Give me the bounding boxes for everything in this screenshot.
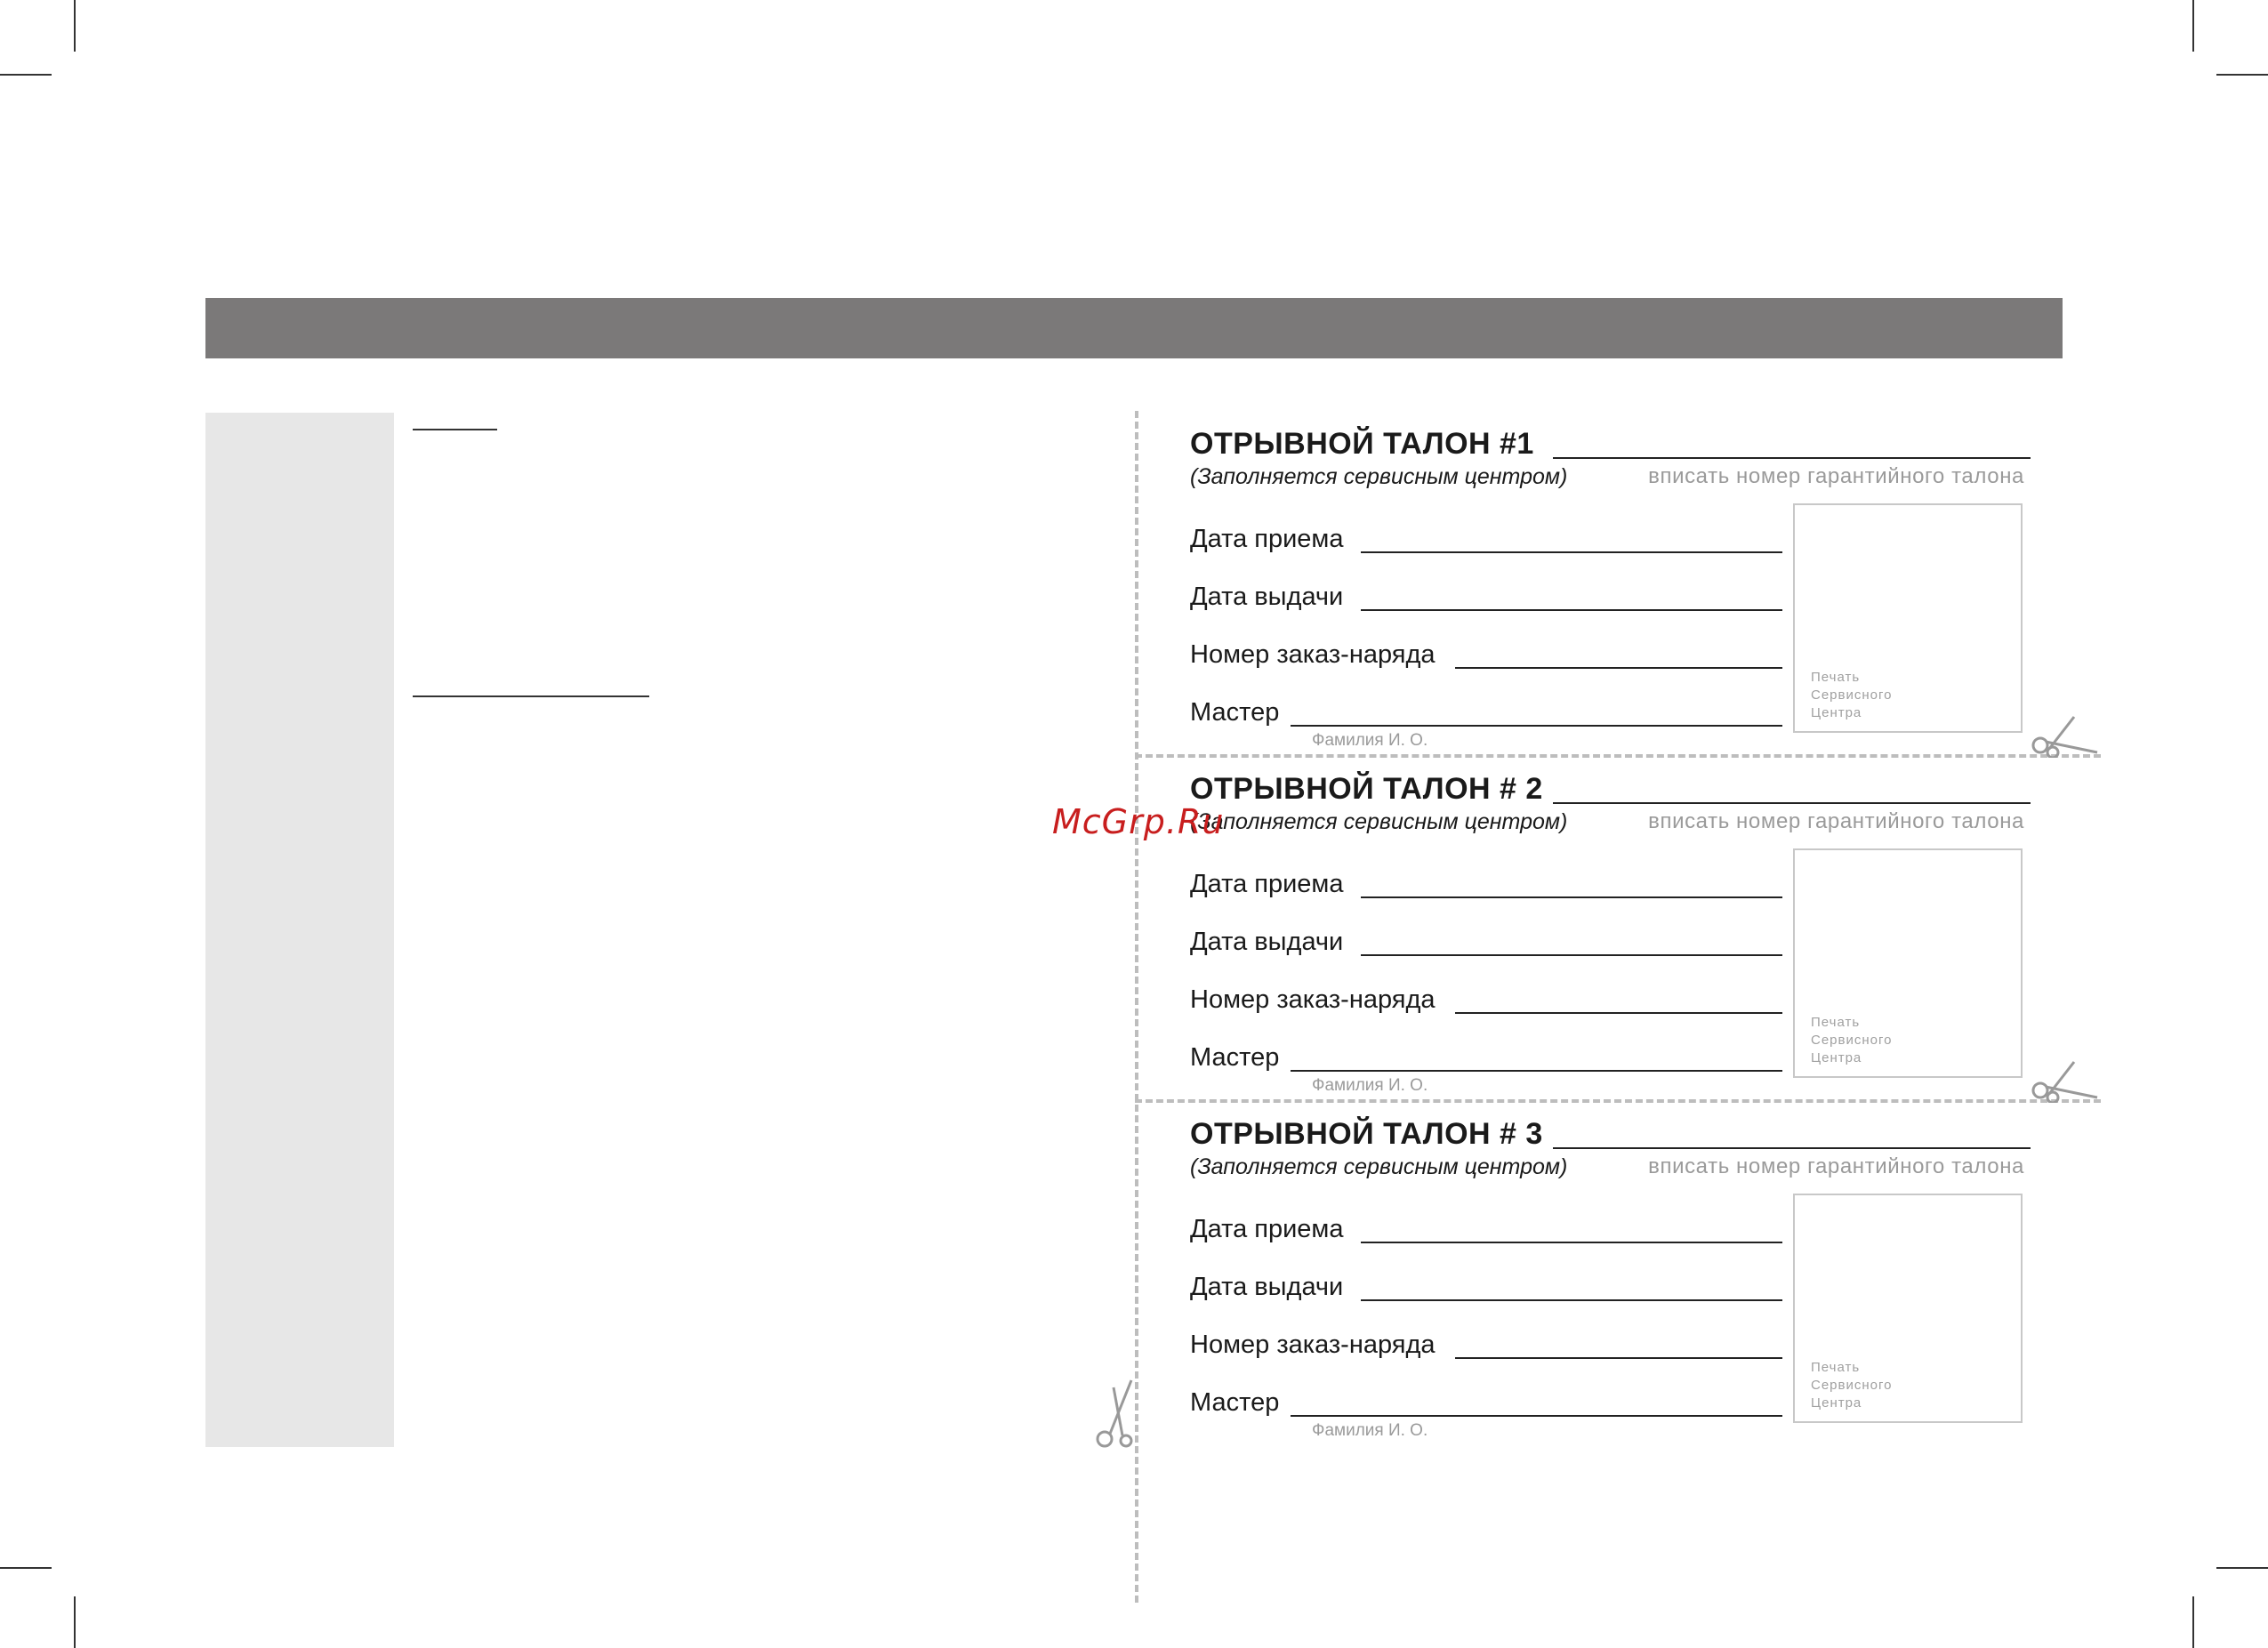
issue-date-line	[1361, 1299, 1782, 1301]
master-line	[1291, 1415, 1782, 1417]
issue-date-line	[1361, 954, 1782, 956]
issue-date-label: Дата выдачи	[1190, 1273, 1344, 1301]
order-number-label: Номер заказ-наряда	[1190, 640, 1436, 669]
stamp-line: Центра	[1811, 1050, 1862, 1065]
crop-mark	[74, 0, 76, 52]
accept-date-label: Дата приема	[1190, 870, 1344, 898]
accept-date-label: Дата приема	[1190, 1215, 1344, 1243]
coupon-2	[1190, 760, 2079, 1102]
order-number-line	[1455, 667, 1782, 669]
warranty-number-line	[1553, 802, 2031, 804]
crop-mark	[2192, 0, 2194, 52]
coupon-title: ОТРЫВНОЙ ТАЛОН # 3	[1190, 1117, 1543, 1151]
crop-mark	[2216, 1567, 2268, 1569]
master-line	[1291, 725, 1782, 727]
issue-date-label: Дата выдачи	[1190, 928, 1344, 956]
master-name-hint: Фамилия И. О.	[1312, 1421, 1428, 1440]
accept-date-line	[1361, 896, 1782, 898]
order-number-line	[1455, 1357, 1782, 1359]
crop-mark	[0, 1567, 52, 1569]
warranty-number-hint: вписать номер гарантийного талона	[1648, 809, 2024, 833]
warranty-number-line	[1553, 457, 2031, 459]
stamp-line: Печать	[1811, 1015, 1861, 1030]
stamp-line: Центра	[1811, 705, 1862, 720]
crop-mark	[74, 1596, 76, 1648]
stamp-line: Печать	[1811, 670, 1861, 685]
master-label: Мастер	[1190, 1388, 1280, 1417]
issue-date-label: Дата выдачи	[1190, 583, 1344, 611]
crop-mark	[2192, 1596, 2194, 1648]
accept-date-label: Дата приема	[1190, 525, 1344, 553]
master-name-hint: Фамилия И. О.	[1312, 1076, 1428, 1095]
warranty-number-line	[1553, 1147, 2031, 1149]
warranty-number-hint: вписать номер гарантийного талона	[1648, 1154, 2024, 1178]
coupon-3	[1190, 1105, 2079, 1447]
crop-mark	[0, 74, 52, 76]
stamp-box	[1793, 1194, 2023, 1423]
master-name-hint: Фамилия И. О.	[1312, 731, 1428, 750]
master-label: Мастер	[1190, 1043, 1280, 1072]
stamp-line: Сервисного	[1811, 1378, 1893, 1393]
stamp-box	[1793, 848, 2023, 1078]
master-label: Мастер	[1190, 698, 1280, 727]
accept-date-line	[1361, 1242, 1782, 1243]
header-bar	[205, 298, 2063, 358]
stamp-line: Сервисного	[1811, 1033, 1893, 1048]
crop-mark	[2216, 74, 2268, 76]
order-number-line	[1455, 1012, 1782, 1014]
coupon-title: ОТРЫВНОЙ ТАЛОН # 2	[1190, 772, 1543, 806]
coupon-1	[1190, 414, 2079, 757]
stamp-label	[1811, 1014, 1892, 1067]
stamp-label	[1811, 1359, 1892, 1412]
order-number-label: Номер заказ-наряда	[1190, 1330, 1436, 1359]
coupon-subtitle: (Заполняется сервисным центром)	[1190, 809, 1568, 834]
accept-date-line	[1361, 551, 1782, 553]
warranty-number-hint: вписать номер гарантийного талона	[1648, 464, 2024, 488]
scissors-icon	[1092, 1379, 1137, 1450]
left-rule-long	[413, 695, 649, 697]
issue-date-line	[1361, 609, 1782, 611]
stamp-box	[1793, 503, 2023, 733]
master-line	[1291, 1070, 1782, 1072]
coupon-subtitle: (Заполняется сервисным центром)	[1190, 1154, 1568, 1179]
side-panel	[205, 413, 394, 1447]
stamp-line: Сервисного	[1811, 687, 1893, 703]
stamp-label	[1811, 669, 1892, 722]
order-number-label: Номер заказ-наряда	[1190, 985, 1436, 1014]
stamp-line: Центра	[1811, 1395, 1862, 1411]
coupon-subtitle: (Заполняется сервисным центром)	[1190, 464, 1568, 489]
site-watermark: McGrp.Ru	[1052, 802, 1225, 841]
left-rule-short	[413, 429, 497, 430]
stamp-line: Печать	[1811, 1360, 1861, 1375]
coupon-title: ОТРЫВНОЙ ТАЛОН #1	[1190, 427, 1534, 461]
